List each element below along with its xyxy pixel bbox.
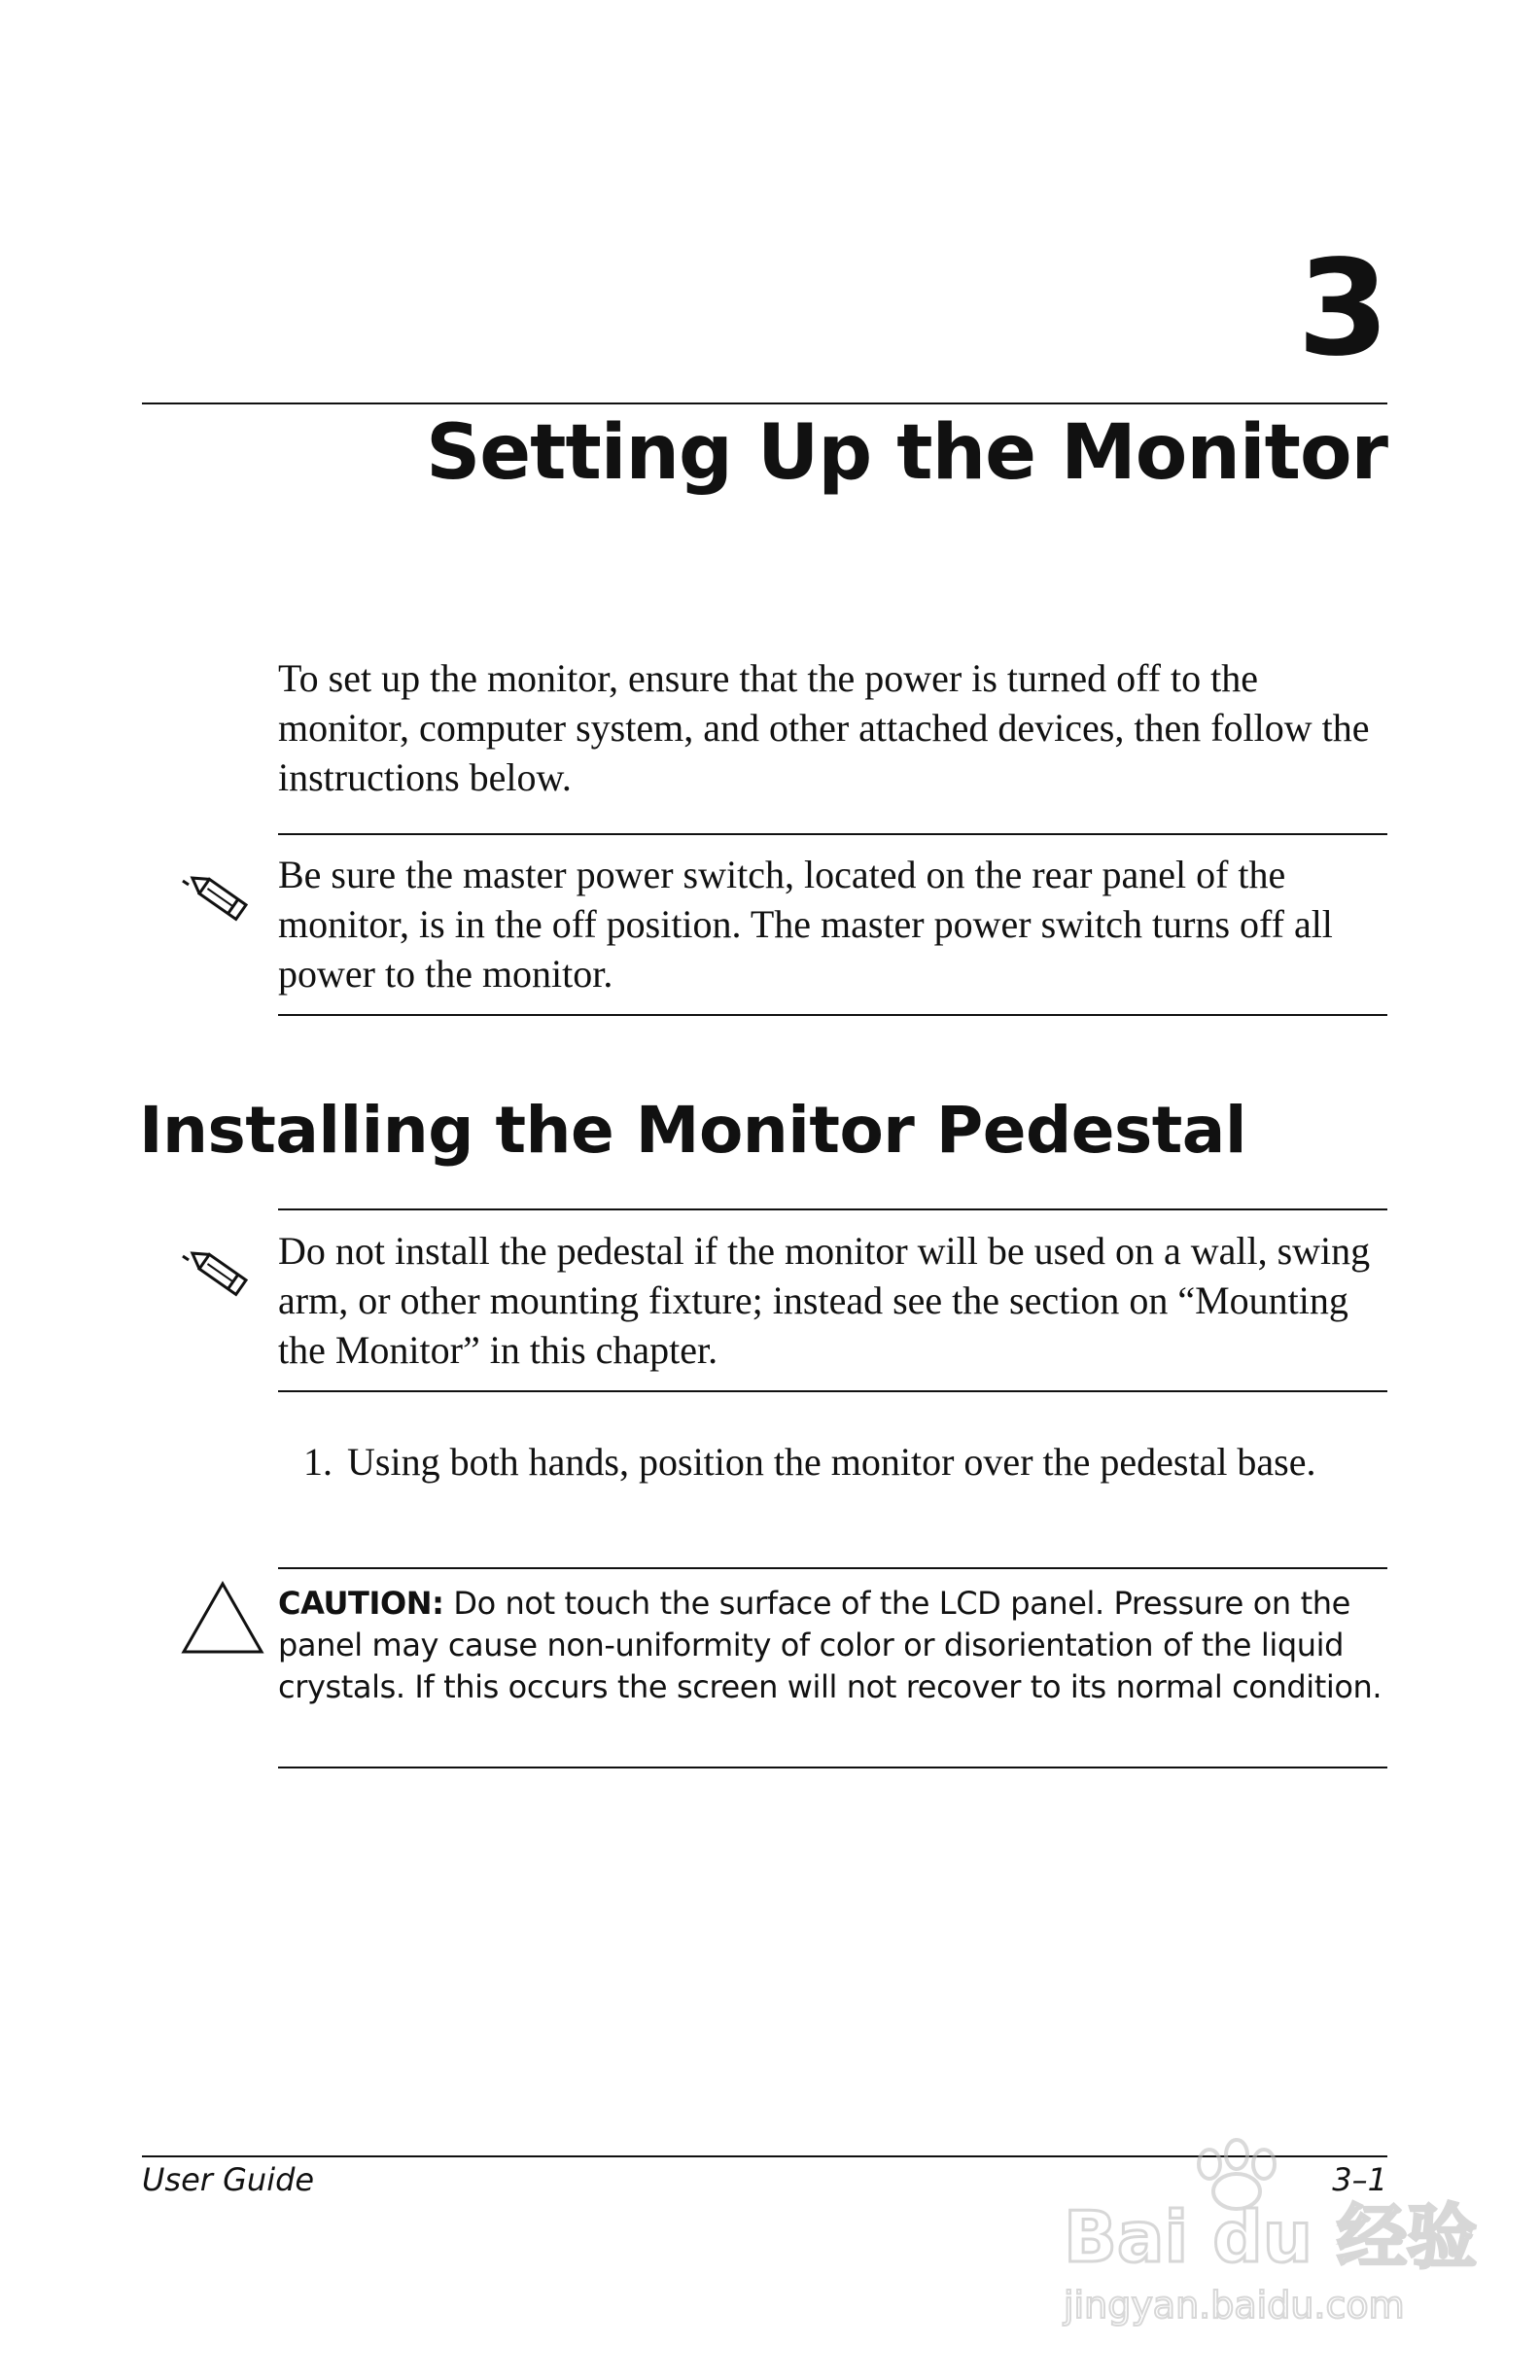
step-number: 1. — [303, 1440, 332, 1484]
caution-text — [278, 1583, 1387, 1708]
watermark-brand: Bai du 经验 — [1064, 2196, 1478, 2278]
section-heading: Installing the Monitor Pedestal — [139, 1093, 1246, 1168]
chapter-title-rule — [142, 402, 1387, 404]
note1-top-rule — [278, 833, 1387, 835]
intro-paragraph: To set up the monitor, ensure that the power is turned off to the monitor, computer system, and other attached devices, then follow the instructions below. — [278, 656, 1370, 799]
step-text: Using both hands, position the monitor over the pedestal base. — [347, 1440, 1316, 1484]
note1-text: Be sure the master power switch, located on the rear panel of the monitor, is in the off position. The master power switch turns off all power to the monitor. — [278, 853, 1333, 996]
baidu-watermark — [1064, 2125, 1478, 2339]
note2-top-rule — [278, 1208, 1387, 1210]
footer-left: User Guide — [142, 2161, 315, 2198]
pencil-note-icon — [181, 859, 259, 937]
caution-label: CAUTION: — [278, 1585, 444, 1622]
footer-page-number: 3–1 — [1332, 2161, 1387, 2198]
pencil-note-icon — [181, 1235, 259, 1312]
note2-text: Do not install the pedestal if the monitor will be used on a wall, swing arm, or other mounting fixture; instead see the section on “Mounting the Monitor” in this chapter. — [278, 1229, 1371, 1372]
caution-body: Do not touch the surface of the LCD panel. Pressure on the panel may cause non-uniformity of color or disorientation of the liquid crystals. If this occurs the screen will not recover to its normal condition. — [278, 1585, 1382, 1705]
chapter-title: Setting Up the Monitor — [426, 409, 1387, 497]
caution-bottom-rule — [278, 1767, 1387, 1768]
chapter-number: 3 — [1297, 232, 1387, 386]
caution-top-rule — [278, 1567, 1387, 1569]
warning-triangle-icon — [181, 1581, 264, 1655]
note1-bottom-rule — [278, 1014, 1387, 1016]
note2-bottom-rule — [278, 1390, 1387, 1392]
watermark-url: jingyan.baidu.com — [1064, 2284, 1405, 2327]
